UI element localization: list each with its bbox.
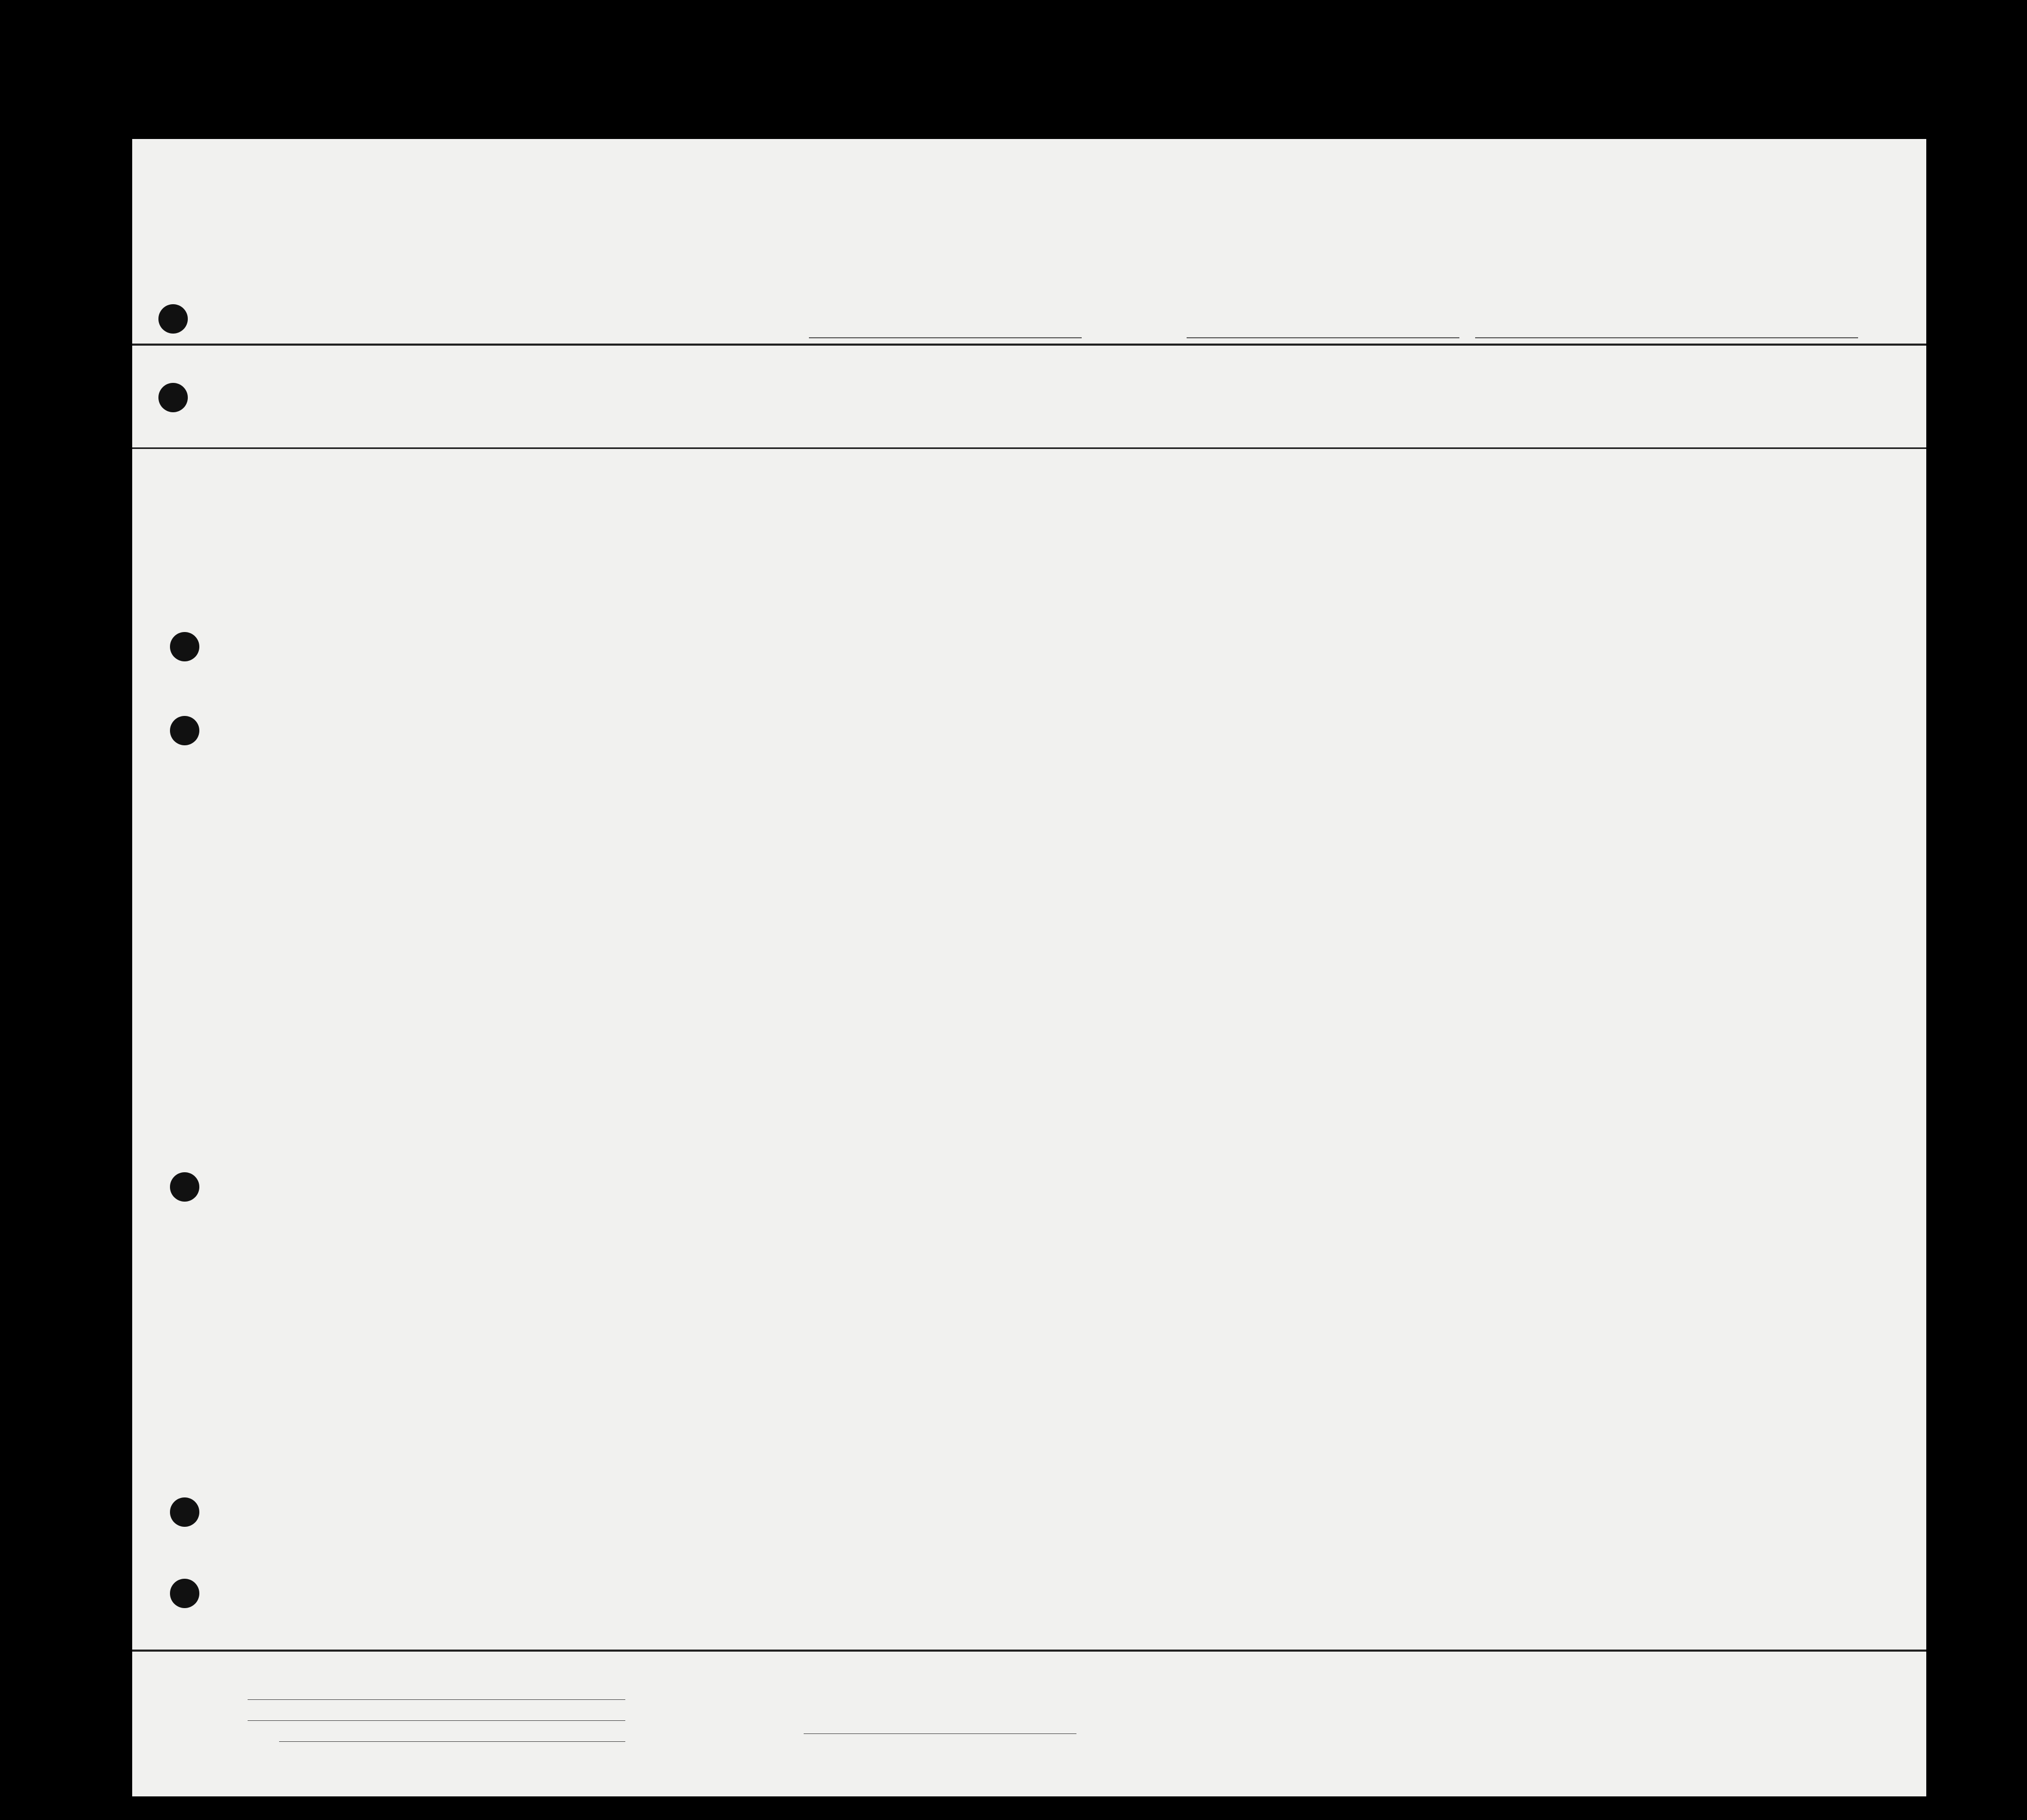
punch-hole [170,632,199,661]
punch-hole [170,1172,199,1202]
punch-hole [158,383,188,412]
punch-hole [170,1497,199,1527]
punch-hole [170,716,199,745]
manifest-sheet [132,139,1926,1796]
punch-hole [158,304,188,334]
punch-hole [170,1579,199,1608]
